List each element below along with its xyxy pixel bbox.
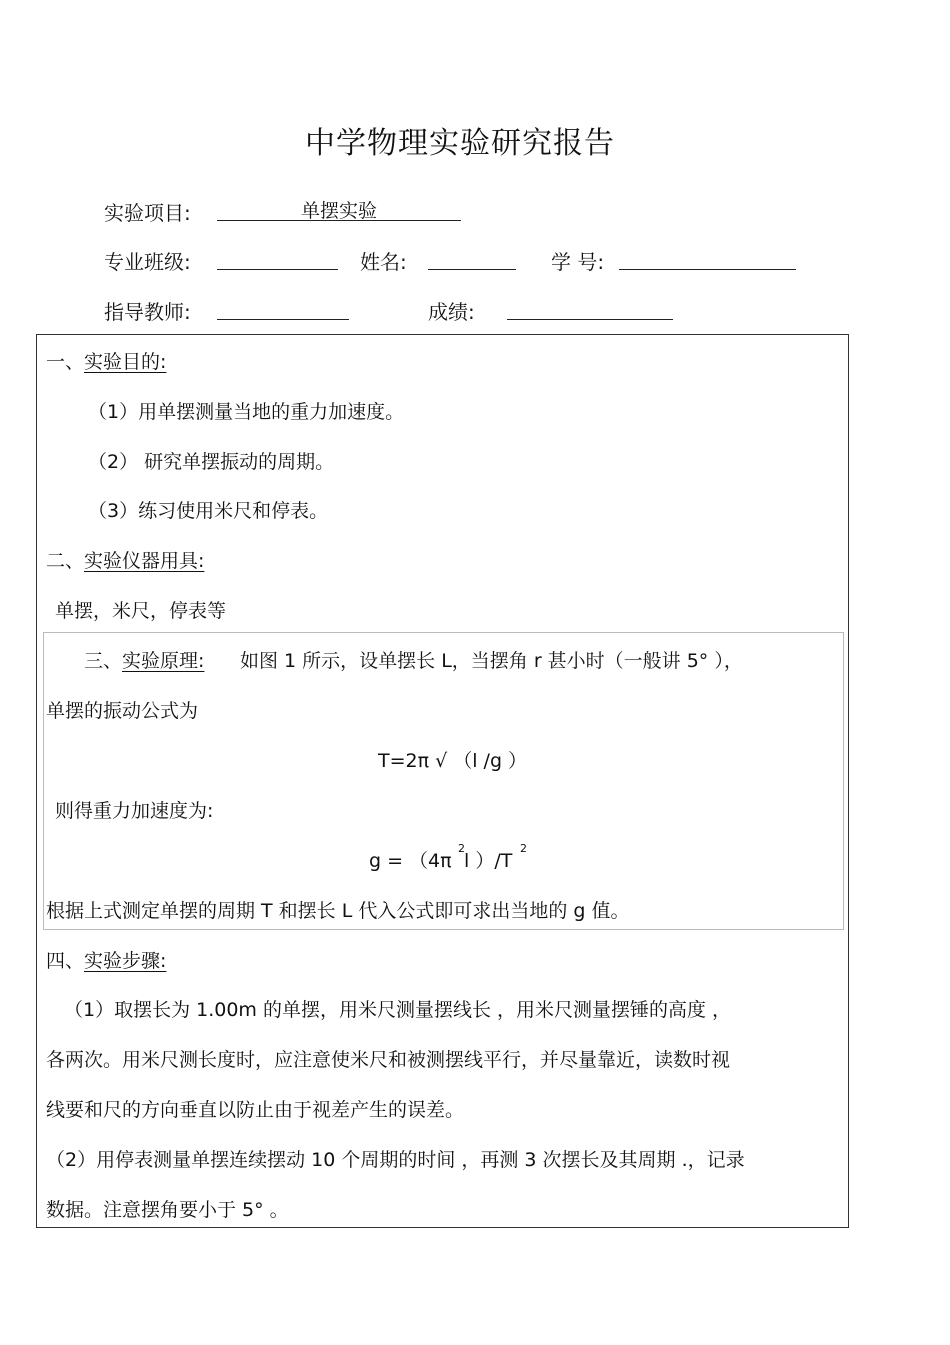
objective-item: （1）用单摆测量当地的重力加速度。	[88, 401, 405, 423]
id-field[interactable]	[619, 245, 796, 270]
section-2-heading: 二、实验仪器用具:	[46, 550, 205, 572]
principle-line: 则得重力加速度为:	[55, 800, 214, 822]
step-line: 数据。注意摆角要小于 5° 。	[46, 1199, 289, 1221]
teacher-field[interactable]	[217, 295, 349, 320]
class-field[interactable]	[217, 245, 338, 270]
gravity-formula: g = （4π	[369, 850, 452, 872]
section-3-heading: 三、实验原理:	[84, 650, 205, 672]
project-value: 单摆实验	[300, 200, 377, 222]
formula-superscript: 2	[520, 842, 527, 855]
project-field[interactable]	[217, 196, 461, 221]
project-label: 实验项目:	[104, 201, 191, 225]
step-line: 各两次。用米尺测长度时，应注意使米尺和被测摆线平行，并尽量靠近，读数时视	[46, 1049, 731, 1071]
section-4-heading: 四、实验步骤:	[46, 950, 167, 972]
equipment-list: 单摆，米尺，停表等	[55, 600, 227, 622]
page-title: 中学物理实验研究报告	[305, 126, 615, 161]
objective-item: （2） 研究单摆振动的周期。	[88, 451, 335, 473]
step-line: （1）取摆长为 1.00m 的单摆，用米尺测量摆线长 ，用米尺测量摆锤的高度 ，	[64, 999, 732, 1021]
principle-line: 如图 1 所示，设单摆长 L，当摆角 r 甚小时（一般讲 5° ），	[240, 650, 743, 672]
score-label: 成绩:	[428, 300, 475, 324]
objective-item: （3）练习使用米尺和停表。	[88, 500, 329, 522]
id-label: 学 号:	[551, 250, 605, 274]
step-line: （2）用停表测量单摆连续摆动 10 个周期的时间 ，再测 3 次摆长及其周期 .，记录	[46, 1149, 745, 1171]
gravity-formula-tail: l ）/T	[464, 850, 513, 872]
name-field[interactable]	[428, 245, 516, 270]
section-1-heading: 一、实验目的:	[46, 351, 167, 373]
principle-box	[43, 632, 844, 930]
teacher-label: 指导教师:	[104, 300, 191, 324]
class-label: 专业班级:	[104, 250, 191, 274]
formula-superscript: 2	[458, 842, 465, 855]
name-label: 姓名:	[360, 250, 407, 274]
principle-line: 根据上式测定单摆的周期 T 和摆长 L 代入公式即可求出当地的 g 值。	[46, 900, 630, 922]
period-formula: T=2π √ （l /g ）	[378, 750, 528, 772]
step-line: 线要和尺的方向垂直以防止由于视差产生的误差。	[46, 1099, 465, 1121]
principle-line: 单摆的振动公式为	[46, 700, 199, 722]
score-field[interactable]	[507, 295, 673, 320]
